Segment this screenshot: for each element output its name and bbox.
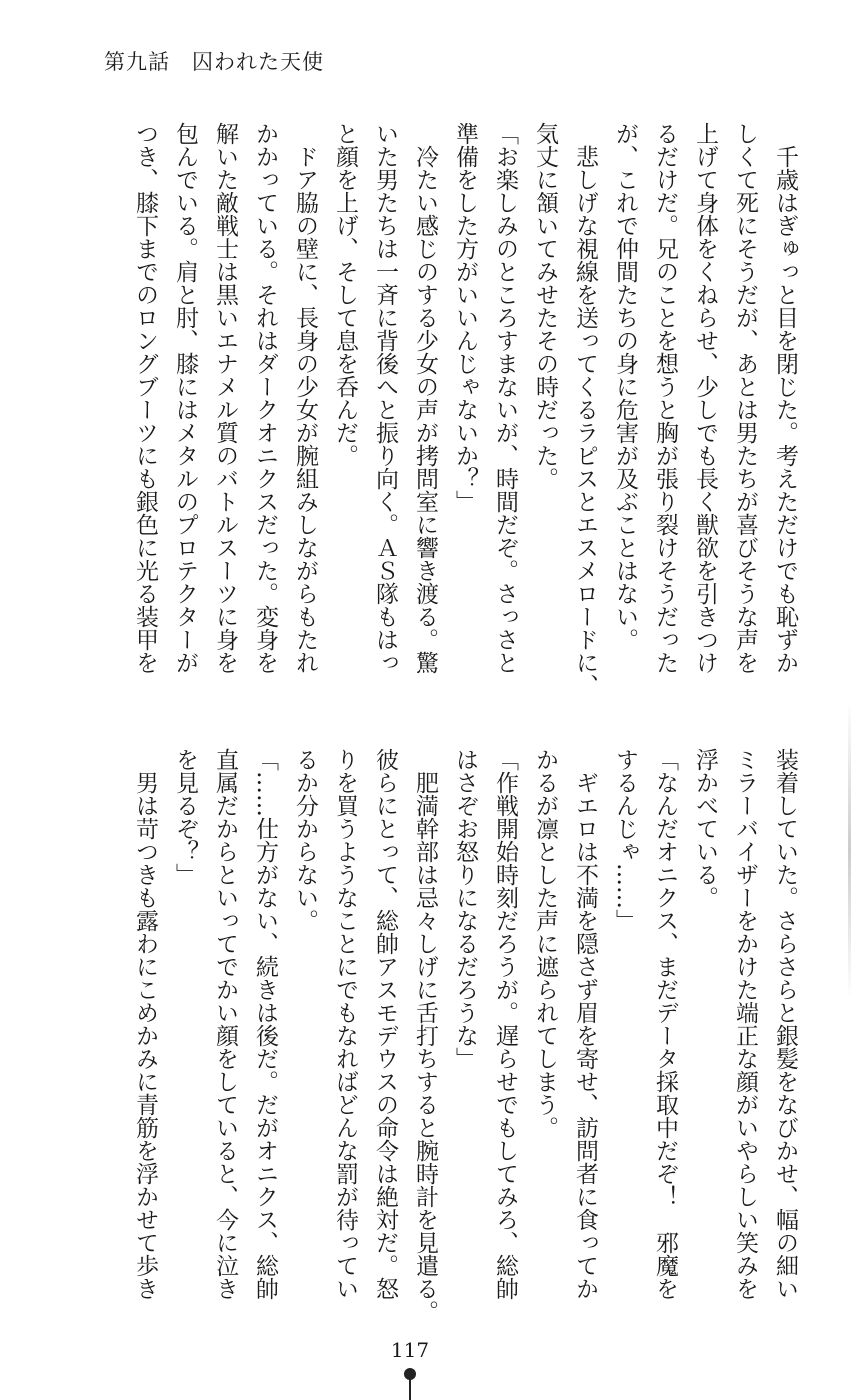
page-number: 117: [390, 1338, 430, 1362]
text-column: しくて死にそうだが、あとは男たちが喜びそうな声を: [732, 122, 758, 674]
text-block-bottom: [125, 748, 805, 1323]
text-column: 浮かべている。: [692, 748, 718, 909]
text-block-top: [125, 122, 805, 697]
text-column: るだけだ。兄のことを想うと胸が張り裂けそうだった: [652, 122, 678, 674]
page-marker-line: [409, 1378, 411, 1400]
text-column: はさぞお怒りになるだろうな」: [452, 748, 478, 1070]
text-column: いた男たちは一斉に背後へと振り向く。ＡＳ隊もはっ: [372, 122, 398, 674]
text-column: かかっている。それはダークオニクスだった。変身を: [252, 122, 278, 674]
text-column: を見るぞ？」: [172, 748, 198, 886]
text-column: 彼らにとって、総帥アスモデウスの命令は絶対だ。怒: [372, 748, 398, 1300]
text-column: 悲しげな視線を送ってくるラピスとエスメロードに、: [572, 122, 598, 697]
text-column: が、これで仲間たちの身に危害が及ぶことはない。: [612, 122, 638, 651]
text-column: 装着していた。さらさらと銀髪をなびかせ、幅の細い: [772, 748, 798, 1300]
text-column: 準備をした方がいいんじゃないか？」: [452, 122, 478, 513]
text-column: ギエロは不満を隠さず眉を寄せ、訪問者に食ってか: [572, 748, 598, 1300]
text-column: ミラーバイザーをかけた端正な顔がいやらしい笑みを: [732, 748, 758, 1300]
text-column: 「作戦開始時刻だろうが。遅らせでもしてみろ、総帥: [492, 748, 518, 1300]
text-column: りを買うようなことにでもなればどんな罰が待ってい: [332, 748, 358, 1300]
text-column: つき、膝下までのロングブーツにも銀色に光る装甲を: [132, 122, 158, 674]
text-column: 「……仕方がない、続きは後だ。だがオニクス、総帥: [252, 748, 278, 1300]
text-column: 気丈に頷いてみせたその時だった。: [532, 122, 558, 490]
text-column: 包んでいる。肩と肘、膝にはメタルのプロテクターが: [172, 122, 198, 674]
text-column: 解いた敵戦士は黒いエナメル質のバトルスーツに身を: [212, 122, 238, 674]
text-column: 千歳はぎゅっと目を閉じた。考えただけでも恥ずか: [772, 122, 798, 674]
text-column: 「お楽しみのところすまないが、時間だぞ。さっさと: [492, 122, 518, 674]
chapter-header: 第九話 囚われた天使: [104, 50, 324, 74]
text-column: 冷たい感じのする少女の声が拷問室に響き渡る。驚: [412, 122, 438, 674]
text-column: るか分からない。: [292, 748, 318, 932]
text-column: 直属だからといってでかい顔をしていると、今に泣き: [212, 748, 238, 1300]
text-column: と顔を上げ、そして息を呑んだ。: [332, 122, 358, 467]
text-column: 肥満幹部は忌々しげに舌打ちすると腕時計を見遣る。: [412, 748, 438, 1323]
text-column: 「なんだオニクス、まだデータ採取中だぞ！ 邪魔を: [652, 748, 678, 1300]
text-column: かるが凛とした声に遮られてしまう。: [532, 748, 558, 1139]
text-column: 上げて身体をくねらせ、少しでも長く獣欲を引きつけ: [692, 122, 718, 674]
text-column: 男は苛つきも露わにこめかみに青筋を浮かせて歩き: [132, 748, 158, 1300]
text-column: ドア脇の壁に、長身の少女が腕組みしながらもたれ: [292, 122, 318, 674]
text-column: するんじゃ……」: [612, 748, 638, 932]
